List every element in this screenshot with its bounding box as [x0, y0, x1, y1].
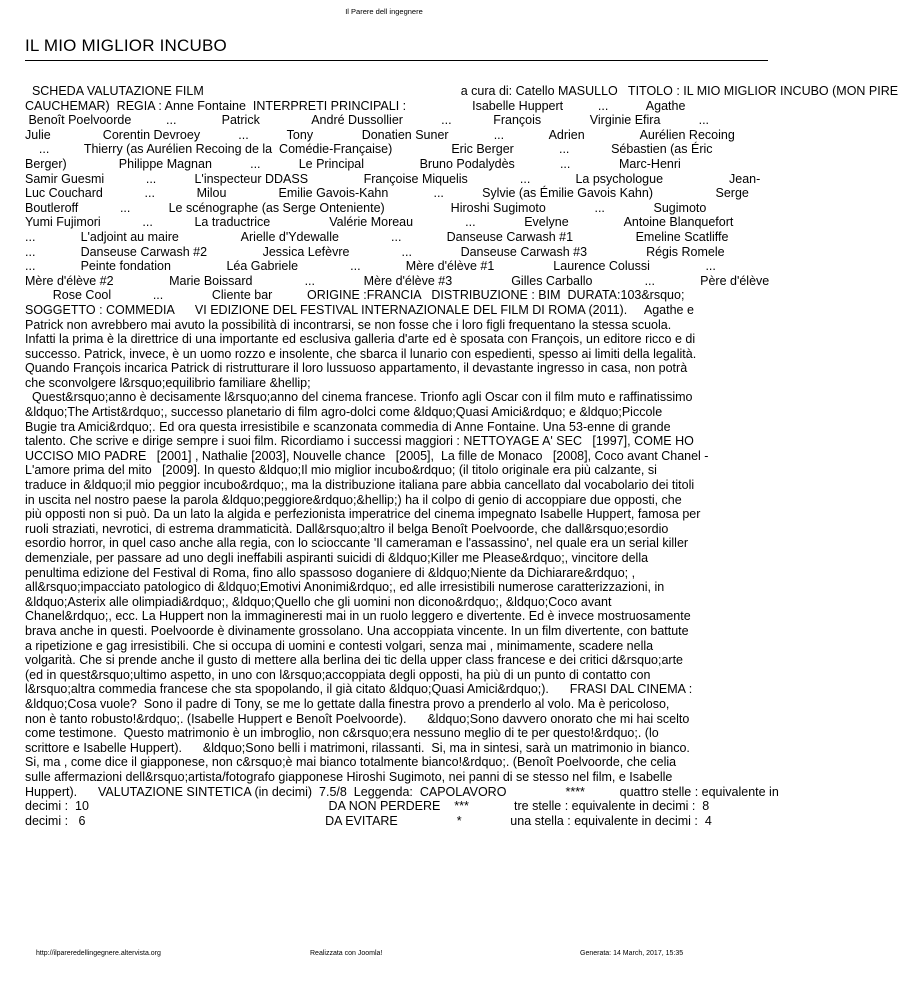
article-line: ruoli straziati, nevrotici, di estrema drammaticità. Dall&rsquo;altro il belga Benoît Poelvoorde, che dall&rsquo;esordio — [25, 521, 669, 536]
article-body — [25, 84, 898, 828]
article-line: Si, ma , come dice il giapponese, non c&rsquo;è mai bianco totalmente bianco!&rdquo;. (Benoît Poelvoorde, che celia — [25, 755, 677, 770]
article-line: Infatti la prima è la direttrice di una importante ed esclusiva galleria d'arte ed è sposata con François, un editore ricco e di — [25, 332, 696, 347]
article-line: Luc Couchard ... Milou Emilie Gavois-Kahn ... Sylvie (as Émilie Gavois Kahn) Serge — [25, 186, 749, 201]
article-line: Quando François incarica Patrick di ristrutturare il loro lussuoso appartamento, il devastante ingresso in casa, non potrà — [25, 361, 688, 376]
article-line: brava anche in questi. Poelvoorde è divinamente grossolano. Una accoppiata vincente. In un film divertente, con battute — [25, 623, 689, 638]
article-line: Quest&rsquo;anno è decisamente l&rsquo;anno del cinema francese. Trionfo agli Oscar con il film muto e raffinatissimo — [25, 390, 693, 405]
article-line: Chanel&rdquo;, ecc. La Huppert non la immagineresti mai in un ruolo leggero e divertente. Ed è invece mostruosamente — [25, 609, 691, 624]
article-line: a ripetizione e gag irresistibili. Che si occupa di uomini e contesti volgari, senza mai , minimamente, scadere nella — [25, 638, 654, 653]
footer-generated-date: Generata: 14 March, 2017, 15:35 — [580, 950, 684, 957]
article-line: all&rsquo;impacciato patologico di &ldquo;Emotivi Anonimi&rdquo;, ed alle irresistibili numerose caratterizzazioni, in — [25, 580, 665, 595]
article-line: Rose Cool ... Cliente bar ORIGINE :FRANCIA DISTRIBUZIONE : BIM DURATA:103&rsquo; — [25, 288, 685, 303]
article-line: esordio horror, in quel caso anche alla regia, con lo scioccante 'Il cameraman e l'assassino', nel quale era un serial killer — [25, 536, 689, 551]
article-line: &ldquo;Asterix alle olimpiadi&rdquo;, &ldquo;Quello che gli uomini non dicono&rdquo;, &ldquo;Coco avant — [25, 594, 612, 609]
article-line: &ldquo;The Artist&rdquo;, successo planetario di film agro-dolci come &ldquo;Quasi Amici&rdquo; e &ldquo;Piccole — [25, 405, 663, 420]
article-line: l&rsquo;altra commedia francese che sta spopolando, il già citato &ldquo;Quasi Amici&rdquo;). FRASI DAL CINEMA : — [25, 682, 693, 697]
article-line: successo. Patrick, invece, è un uomo rozzo e insolente, che sbarca il lunario con espedienti, spesso ai limiti della legalità. — [25, 346, 697, 361]
title-divider — [25, 60, 768, 61]
article-line: Boutleroff ... Le scénographe (as Serge Onteniente) Hiroshi Sugimoto ... Sugimoto — [25, 200, 707, 215]
article-line: scrittore e Isabelle Huppert). &ldquo;Sono belli i matrimoni, rilassanti. Si, ma in sintesi, sarà un matrimonio in bianco. — [25, 740, 690, 755]
article-line: (ed in quest&rsquo;ultimo aspetto, in uno con l&rsquo;accoppiata degli opposti, ha più di un punto di contatto con — [25, 667, 651, 682]
article-line: ... L'adjoint au maire Arielle d'Ydewalle ... Danseuse Carwash #1 Emeline Scatliffe — [25, 229, 729, 244]
article-line: penultima edizione del Festival di Roma, fino allo spassoso doganiere di &ldquo;Niente da Dichiarare&rdquo; , — [25, 565, 636, 580]
article-line: CAUCHEMAR) REGIA : Anne Fontaine INTERPRETI PRINCIPALI : Isabelle Huppert ... Agathe — [25, 98, 686, 113]
article-line: come testimone. Questo matrimonio è un imbroglio, non c&rsquo;era nessuno meglio di te per questo!&rdquo;. (lo — [25, 726, 659, 741]
article-line: Huppert). VALUTAZIONE SINTETICA (in decimi) 7.5/8 Leggenda: CAPOLAVORO **** quattro stelle : equivalente in — [25, 784, 779, 799]
article-line: SCHEDA VALUTAZIONE FILM a cura di: Catello MASULLO TITOLO : IL MIO MIGLIOR INCUBO (MON PIRE — [25, 84, 898, 98]
article-line: volgarità. Che si prende anche il gusto di mettere alla berlina dei tic della upper class francese e dei critici d&rsquo;arte — [25, 653, 683, 668]
article-line: L'amore prima del mito [2009]. In questo &ldquo;Il mio miglior incubo&rdquo; (il titolo originale era più calzante, si — [25, 463, 657, 478]
page-title: IL MIO MIGLIOR INCUBO — [25, 36, 227, 55]
article-line: sulle affermazioni dell&rsquo;artista/fotografo giapponese Hiroshi Sugimoto, nei panni di se stesso nel film, e Isabelle — [25, 769, 673, 784]
article-line: talento. Che scrive e dirige sempre i suoi film. Ricordiamo i successi maggiori : NETTOYAGE A' SEC [1997], COME HO — [25, 434, 694, 449]
site-header: Il Parere dell ingegnere — [345, 7, 423, 16]
article-line: Mère d'élève #2 Marie Boissard ... Mère d'élève #3 Gilles Carballo ... Père d'élève — [25, 273, 770, 288]
article-line: traduce in &ldquo;il mio peggior incubo&rdquo;, ma la distribuzione italiana pare abbia cancellato dal vocabolario dei titoli — [25, 478, 695, 493]
article-line: Berger) Philippe Magnan ... Le Principal Bruno Podalydès ... Marc-Henri — [25, 156, 681, 171]
article-line: Samir Guesmi ... L'inspecteur DDASS Françoise Miquelis ... La psychologue Jean- — [25, 171, 761, 186]
article-line: SOGGETTO : COMMEDIA VI EDIZIONE DEL FESTIVAL INTERNAZIONALE DEL FILM DI ROMA (2011). Agathe e — [25, 302, 694, 317]
article-line: Bugie tra Amici&rdquo;. Ed ora questa irresistibile e scanzonata commedia di Anne Fontaine. Una 53-enne di grande — [25, 419, 671, 434]
article-line: decimi : 10 DA NON PERDERE *** tre stelle : equivalente in decimi : 8 — [25, 799, 710, 814]
footer-credit: Realizzata con Joomla! — [310, 950, 383, 957]
article-line: ... Peinte fondation Léa Gabriele ... Mère d'élève #1 Laurence Colussi ... — [25, 259, 716, 274]
article-line: &ldquo;Cosa vuole? Sono il padre di Tony, se me lo gettate dalla finestra provo a prenderlo al volo. Ma è pericoloso, — [25, 696, 670, 711]
article-line: decimi : 6 DA EVITARE * una stella : equivalente in decimi : 4 — [25, 813, 712, 828]
footer-url-link[interactable]: http://ilpareredellingegnere.altervista.org — [36, 950, 161, 957]
article-line: Benoît Poelvoorde ... Patrick André Dussollier ... François Virginie Efira ... — [25, 113, 710, 128]
article-line: più opposti non si può. Da un lato la algida e perfezionista imperatrice del cinema impegnato Isabelle Huppert, famosa per — [25, 507, 701, 522]
article-line: ... Thierry (as Aurélien Recoing de la Comédie-Française) Eric Berger ... Sébastien (as Éric — [25, 142, 713, 157]
article-line: UCCISO MIO PADRE [2001] , Nathalie [2003], Nouvelle chance [2005], La fille de Monaco [2008], Coco avant Chanel - — [25, 448, 709, 463]
article-line: ... Danseuse Carwash #2 Jessica Lefèvre ... Danseuse Carwash #3 Régis Romele — [25, 244, 725, 259]
article-line: in uscita nel nostro paese la parola &ldquo;peggiore&rdquo;&hellip;) ha il colpo di genio di accoppiare due opposti, che — [25, 492, 682, 507]
article-line: Julie Corentin Devroey ... Tony Donatien Suner ... Adrien Aurélien Recoing — [25, 127, 735, 142]
article-line: Patrick non avrebbero mai avuto la possibilità di incontrarsi, se non fosse che i loro figli frequentano la stessa scuola. — [25, 317, 672, 332]
article-line: Yumi Fujimori ... La traductrice Valérie Moreau ... Evelyne Antoine Blanquefort — [25, 215, 734, 230]
article-line: demenziale, per passare ad uno degli ineffabili aspiranti suicidi di &ldquo;Killer me Please&rdquo;, vincitore della — [25, 551, 649, 565]
article-line: che sconvolgere l&rsquo;equilibrio familiare &hellip; — [25, 375, 311, 390]
article-line: non è tanto robusto!&rdquo;. (Isabelle Huppert e Benoît Poelvoorde). &ldquo;Sono davvero onorato che mi hai scelto — [25, 711, 690, 726]
